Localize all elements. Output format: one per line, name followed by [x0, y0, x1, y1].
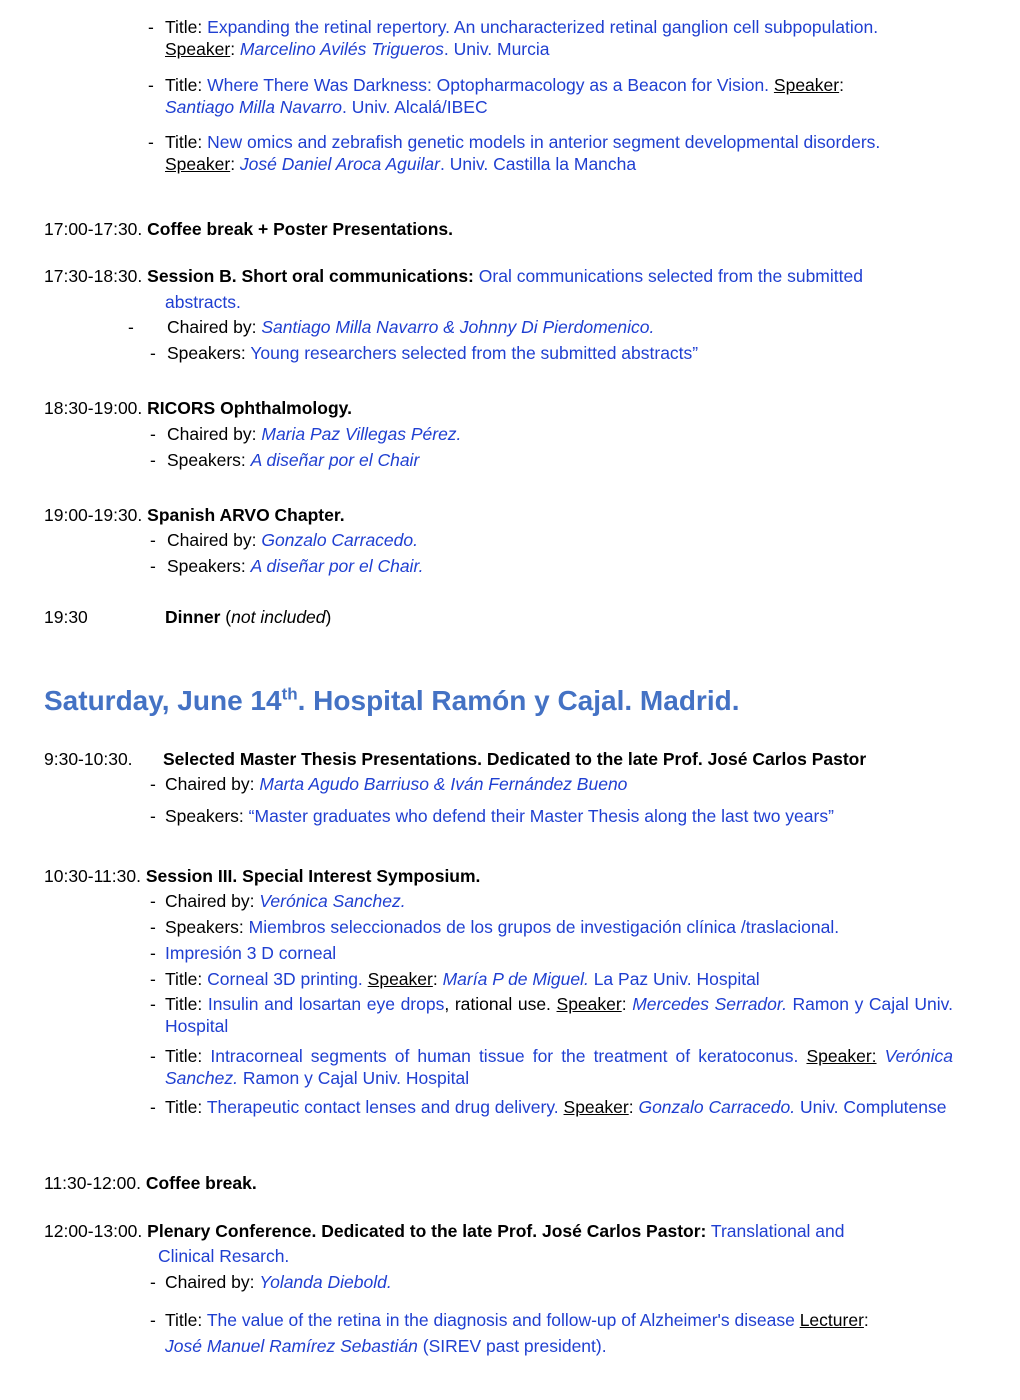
bullet-dash: - — [150, 450, 156, 470]
time-slot: 9:30-10:30. — [44, 749, 133, 769]
session-description-cont: Clinical Resarch. — [158, 1246, 290, 1266]
talk-title-line: Title: Where There Was Darkness: Optopharmacology as a Beacon for Vision. Speaker: — [165, 75, 844, 95]
speaker-affiliation: . Univ. Castilla la Mancha — [439, 154, 637, 174]
chaired-label: Chaired by: — [165, 891, 255, 911]
talk-speaker-line — [165, 96, 488, 118]
talk-title: The value of the retina in the diagnosis and follow-up of Alzheimer's disease — [206, 1310, 795, 1330]
session-description: Oral communications selected from the submitted — [478, 266, 863, 286]
session-title: Session B. Short oral communications: — [147, 266, 474, 286]
session-title: Spanish ARVO Chapter. — [147, 505, 345, 525]
speaker-label: Speaker — [563, 1097, 629, 1117]
talk-title: Expanding the retinal repertory. An uncharacterized retinal ganglion cell subpopulation. — [207, 17, 879, 37]
speakers-label: Speakers: — [167, 450, 246, 470]
speaker-affiliation: Ramon y Cajal Univ. Hospital — [165, 994, 953, 1036]
bullet-dash: - — [150, 1097, 156, 1117]
bullet-dash: - — [150, 343, 156, 363]
session-description: Translational and — [710, 1221, 845, 1241]
session-b-row — [44, 265, 863, 287]
bullet-dash: - — [128, 317, 134, 337]
speaker-name: Santiago Milla Navarro — [165, 97, 343, 117]
bullet-dash: - — [150, 1046, 156, 1066]
session-description-cont: abstracts. — [165, 292, 241, 312]
chaired-by-line — [165, 1271, 392, 1293]
title-label: Title: — [165, 75, 203, 95]
speakers-line — [167, 342, 698, 364]
speaker-name: Gonzalo Carracedo. — [638, 1097, 796, 1117]
speakers-text: A diseñar por el Chair. — [250, 556, 424, 576]
speaker-affiliation: Ramon y Cajal Univ. Hospital — [237, 1068, 470, 1088]
chaired-by-line — [167, 529, 418, 551]
bullet-dash: - — [150, 424, 156, 444]
session-title: Coffee break. — [145, 1173, 257, 1193]
speaker-name: Mercedes Serrador. — [632, 994, 787, 1014]
talk-title: Intracorneal segments of human tissue for the treatment of keratoconus. — [210, 1046, 799, 1066]
coffee-break-row — [44, 1172, 257, 1194]
dinner-note: not included — [231, 607, 326, 627]
coffee-break-row — [44, 218, 453, 240]
bullet-dash: - — [150, 943, 156, 963]
chaired-by-line — [167, 316, 654, 338]
speaker-label: Speaker — [165, 154, 231, 174]
chair-names: Gonzalo Carracedo. — [261, 530, 418, 550]
talk-speaker-line: Speaker: Marcelino Avilés Trigueros. Univ. Murcia — [165, 39, 550, 59]
speaker-name: María P de Miguel. — [442, 969, 589, 989]
chair-names: Santiago Milla Navarro & Johnny Di Pierdomenico. — [261, 317, 655, 337]
speakers-text: “Master graduates who defend their Master Thesis along the last two years” — [248, 806, 834, 826]
time-slot: 18:30-19:00. — [44, 398, 143, 418]
speakers-label: Speakers: — [165, 806, 244, 826]
bullet-dash: - — [150, 774, 156, 794]
time-slot: 17:00-17:30. — [44, 219, 143, 239]
day-heading-sup: th — [281, 684, 298, 704]
speaker-name: José Daniel Aroca Aguilar — [239, 154, 440, 174]
speaker-affiliation: La Paz Univ. Hospital — [588, 969, 760, 989]
talk-title: New omics and zebrafish genetic models in anterior segment developmental disorders. — [207, 132, 881, 152]
time-slot: 10:30-11:30. — [44, 866, 141, 886]
ricors-row — [44, 397, 352, 419]
speakers-line — [167, 555, 423, 577]
bullet-dash: - — [150, 1310, 156, 1330]
speaker-label: Speaker — [556, 994, 622, 1014]
talk-title-line — [165, 16, 878, 38]
speaker-label: Speaker — [165, 39, 231, 59]
dinner-row — [165, 606, 331, 628]
talk-title: Therapeutic contact lenses and drug delivery. — [206, 1097, 559, 1117]
title-label: Title: — [165, 994, 203, 1014]
time-slot: 19:00-19:30. — [44, 505, 143, 525]
lecturer-name: José Manuel Ramírez Sebastián — [165, 1336, 418, 1356]
paren-close: ) — [325, 607, 332, 627]
time-slot: 11:30-12:00. — [44, 1173, 141, 1193]
chaired-label: Chaired by: — [167, 424, 257, 444]
bullet-dash: - — [150, 530, 156, 550]
chair-names: Marta Agudo Barriuso & Iván Fernández Bueno — [259, 774, 628, 794]
paren-open: ( — [220, 607, 232, 627]
time-slot: 17:30-18:30. — [44, 266, 143, 286]
speaker-label: Speaker — [367, 969, 433, 989]
chaired-by-line — [165, 890, 406, 912]
dinner-time: 19:30 — [44, 607, 88, 627]
time-slot: 12:00-13:00. — [44, 1221, 143, 1241]
talk-title-line: Title: The value of the retina in the diagnosis and follow-up of Alzheimer's disease Lecturer: — [165, 1310, 869, 1330]
talk-title: Where There Was Darkness: Optopharmacology as a Beacon for Vision. — [207, 75, 770, 95]
bullet-dash: - — [150, 969, 156, 989]
impresion-line: Impresión 3 D corneal — [165, 943, 337, 963]
talk-title-extra: , rational use. — [444, 994, 551, 1014]
speakers-label: Speakers: — [167, 343, 246, 363]
bullet-dash: - — [150, 917, 156, 937]
session-title: Session III. Special Interest Symposium. — [145, 866, 481, 886]
speakers-label: Speakers: — [165, 917, 244, 937]
talk-line: Title: Insulin and losartan eye drops, rational use. Speaker: Mercedes Serrador. Ramon y Cajal Univ. Hospital — [165, 994, 953, 1036]
speakers-line — [165, 805, 834, 827]
title-label: Title: — [165, 1046, 203, 1066]
chaired-label: Chaired by: — [165, 1272, 255, 1292]
talk-speaker-line: Speaker: José Daniel Aroca Aguilar. Univ. Castilla la Mancha — [165, 154, 637, 174]
session-title: Selected Master Thesis Presentations. Dedicated to the late Prof. José Carlos Pastor — [163, 749, 867, 769]
plenary-row — [44, 1220, 845, 1242]
session-title: Plenary Conference. Dedicated to the late Prof. José Carlos Pastor: — [147, 1221, 707, 1241]
talk-title: Insulin and losartan eye drops — [207, 994, 445, 1014]
title-label: Title: — [165, 969, 203, 989]
speaker-affiliation: . Univ. Murcia — [443, 39, 550, 59]
bullet-dash: - — [150, 806, 156, 826]
session-title: Dinner — [165, 607, 221, 627]
day-heading — [44, 684, 740, 718]
chaired-by-line — [167, 423, 461, 445]
title-label: Title: — [165, 132, 203, 152]
chaired-label: Chaired by: — [165, 774, 255, 794]
title-label: Title: — [165, 1310, 203, 1330]
title-label: Title: — [165, 1097, 203, 1117]
arvo-row — [44, 504, 345, 526]
session-title: RICORS Ophthalmology. — [147, 398, 352, 418]
chaired-by-line — [165, 773, 627, 795]
bullet-dash: - — [148, 75, 154, 95]
bullet-dash: - — [150, 1272, 156, 1292]
chair-names: Maria Paz Villegas Pérez. — [261, 424, 462, 444]
bullet-dash: - — [150, 556, 156, 576]
speakers-line — [167, 449, 419, 471]
session-3-row — [44, 865, 480, 887]
bullet-dash: - — [150, 994, 156, 1014]
lecturer-label: Lecturer — [799, 1310, 864, 1330]
chair-names: Verónica Sanchez. — [259, 891, 406, 911]
bullet-dash: - — [148, 17, 154, 37]
day-heading-post: . Hospital Ramón y Cajal. Madrid. — [297, 685, 740, 716]
chair-names: Yolanda Diebold. — [259, 1272, 392, 1292]
lecturer-note: (SIREV past president). — [417, 1336, 607, 1356]
speaker-label: Speaker: — [806, 1046, 877, 1066]
day-heading-pre: Saturday, June 14 — [44, 685, 282, 716]
talk-title-line — [165, 131, 880, 153]
talk-title: Corneal 3D printing. — [207, 969, 363, 989]
title-label: Title: — [165, 17, 203, 37]
speaker-name: Verónica Sanchez. — [165, 1046, 953, 1088]
speaker-affiliation: . Univ. Alcalá/IBEC — [342, 97, 488, 117]
speakers-label: Speakers: — [167, 556, 246, 576]
talk-line: Title: Therapeutic contact lenses and drug delivery. Speaker: Gonzalo Carracedo. Univ. Complutense — [165, 1097, 947, 1117]
talk-line — [165, 1045, 953, 1089]
speakers-line — [165, 916, 839, 938]
lecturer-line — [165, 1335, 607, 1357]
bullet-dash: - — [150, 891, 156, 911]
chaired-label: Chaired by: — [167, 317, 257, 337]
bullet-dash: - — [148, 132, 154, 152]
speakers-text: A diseñar por el Chair — [250, 450, 420, 470]
session-title: Coffee break + Poster Presentations. — [147, 219, 454, 239]
speaker-affiliation: Univ. Complutense — [795, 1097, 947, 1117]
speaker-label: Speaker — [773, 75, 840, 95]
talk-line: Title: Corneal 3D printing. Speaker: María P de Miguel. La Paz Univ. Hospital — [165, 969, 760, 989]
speakers-text: Miembros seleccionados de los grupos de investigación clínica /traslacional. — [248, 917, 840, 937]
chaired-label: Chaired by: — [167, 530, 257, 550]
speaker-name: Marcelino Avilés Trigueros — [239, 39, 444, 59]
speakers-text: Young researchers selected from the submitted abstracts” — [250, 343, 699, 363]
